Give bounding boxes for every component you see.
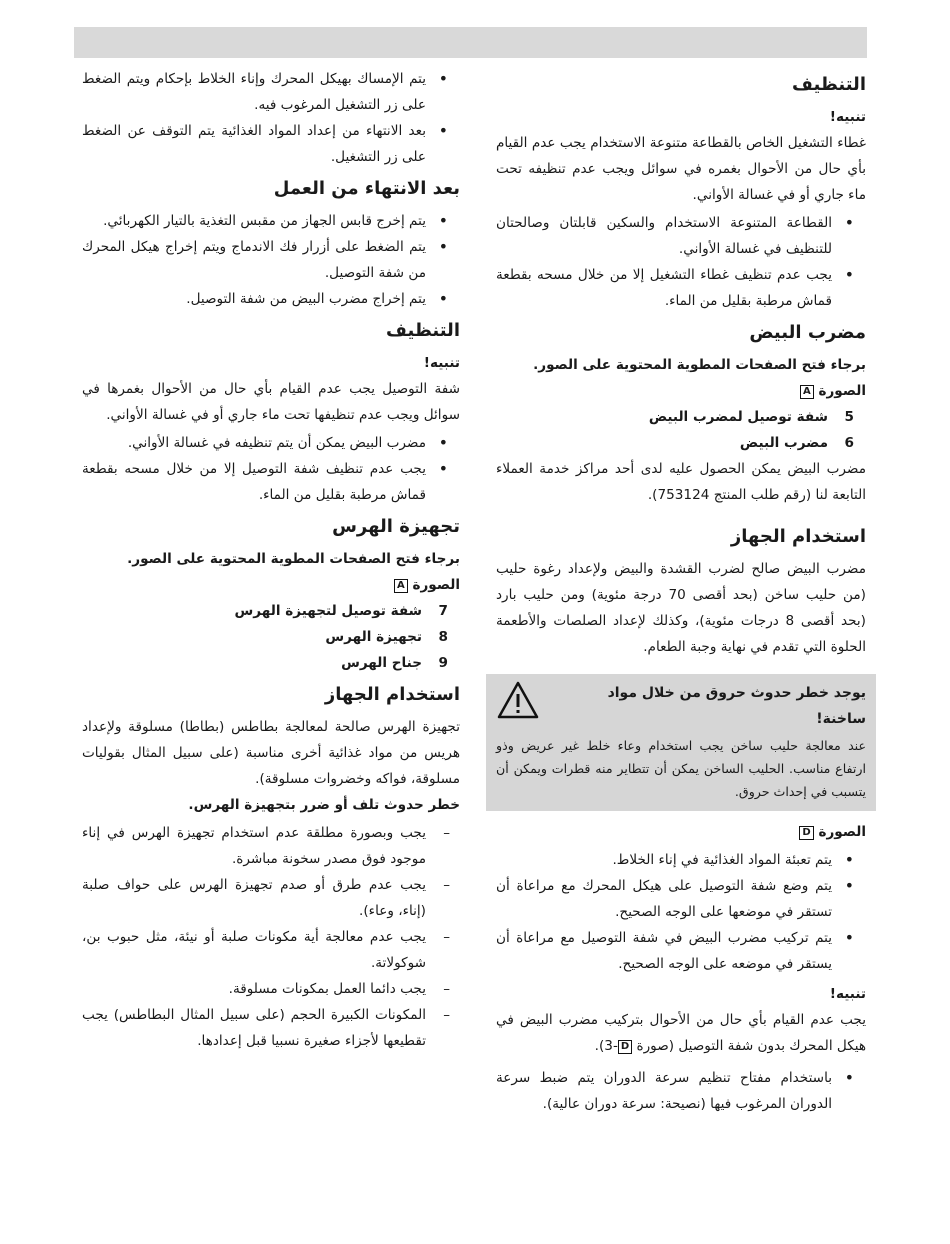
list-item: – يجب دائما العمل بمكونات مسلوقة. — [82, 976, 460, 1002]
list-item: – يجب عدم معالجة أية مكونات صلبة أو نيئة، مثل حبوب بن، شوكولاتة. — [82, 924, 460, 976]
note-text: يجب عدم القيام بأي حال من الأحوال بتركيب مضرب البيض في هيكل المحرك بدون شفة التوصيل (صورة D-3). — [496, 1012, 866, 1054]
list-item: • يتم تعبئة المواد الغذائية في إناء الخلاط. — [496, 847, 866, 873]
figure-letter: A — [800, 385, 814, 399]
fold-note: برجاء فتح الصفحات المطوية المحتوية على الصور. — [533, 357, 866, 373]
list-item: – المكونات الكبيرة الحجم (على سبيل المثال البطاطس) يجب تقطيعها لأجزاء صغيرة نسبيا قبل إعدادها. — [82, 1002, 460, 1054]
figure-letter: D — [799, 826, 813, 840]
use-heading: استخدام الجهاز — [730, 526, 866, 547]
list-item: • القطاعة المتنوعة الاستخدام والسكين قابلتان وصالحتان للتنظيف في غسالة الأواني. — [496, 210, 866, 262]
d-list — [496, 847, 866, 977]
list-item: • يتم إخراج مضرب البيض من شفة التوصيل. — [82, 286, 460, 312]
cleaning-heading: التنظيف — [792, 74, 866, 95]
figure-letter: D — [618, 1040, 632, 1054]
left-column — [82, 66, 460, 1058]
use-heading: استخدام الجهاز — [324, 684, 460, 705]
list-item: • يتم وضع شفة التوصيل على هيكل المحرك مع مراعاة أن تستقر في موضعها على الوجه الصحيح. — [496, 873, 866, 925]
list-item: • يتم الضغط على أزرار فك الاندماج ويتم إخراج هيكل المحرك من شفة التوصيل. — [82, 234, 460, 286]
whisk-heading: مضرب البيض — [749, 322, 866, 343]
top-list — [82, 66, 460, 170]
note-text: غطاء التشغيل الخاص بالقطاعة متنوعة الاستخدام يجب عدم القيام بأي حال من الأحوال بغمره في سوائل ويجب عدم تنظيفه تحت ماء جاري أو في غسالة الأواني. — [496, 135, 866, 203]
note-label: تنبيه! — [829, 986, 866, 1002]
list-item: • باستخدام مفتاح تنظيم سرعة الدوران يتم ضبط سرعة الدوران المرغوب فيها (نصيحة: سرعة دوران عالية). — [496, 1065, 866, 1117]
warning-box — [486, 674, 876, 811]
use-text: مضرب البيض صالح لضرب القشدة والبيض ولإعداد رغوة حليب (من حليب ساخن (بحد أقصى 70 درجة مئوية) ومن حليب بارد (بحد أقصى 8 درجات مئوية)، وكذلك لإعداد الصلصات والأطعمة الحلوة التي تقدم في نهاية وجبة الطعام. — [496, 561, 866, 655]
part-row: 5 شفة توصيل لمضرب البيض — [648, 409, 854, 425]
figure-ref: الصورة D — [496, 819, 866, 845]
header-bar — [74, 27, 867, 58]
part-row: 6 مضرب البيض — [739, 435, 854, 451]
use-text: تجهيزة الهرس صالحة لمعالجة بطاطس (بطاطا) مسلوقة ولإعداد هريس من مواد غذائية أخرى مناسبة (على سبيل المثال بقوليات مسلوقة، فواكه وخضروات مسلوقة). — [82, 719, 460, 787]
list-item: • يجب عدم تنظيف غطاء التشغيل إلا من خلال مسحه بقطعة قماش مرطبة بقليل من الماء. — [496, 262, 866, 314]
list-item: – يجب عدم طرق أو صدم تجهيزة الهرس على حواف صلبة (إناء، وعاء). — [82, 872, 460, 924]
availability-text: مضرب البيض يمكن الحصول عليه لدى أحد مراكز خدمة العملاء التابعة لنا (رقم طلب المنتج 753124). — [496, 461, 866, 503]
after-use-heading: بعد الانتهاء من العمل — [273, 178, 460, 199]
part-row: 9 جناح الهرس — [341, 655, 448, 671]
part-row: 7 شفة توصيل لتجهيزة الهرس — [234, 603, 448, 619]
list-item: • مضرب البيض يمكن أن يتم تنظيفه في غسالة الأواني. — [82, 430, 460, 456]
list-item: • بعد الانتهاء من إعداد المواد الغذائية يتم التوقف عن الضغط على زر التشغيل. — [82, 118, 460, 170]
note-label: تنبيه! — [829, 109, 866, 125]
fold-note: برجاء فتح الصفحات المطوية المحتوية على الصور. — [127, 551, 460, 567]
right-column — [496, 66, 866, 1121]
cleaning-list — [496, 210, 866, 314]
figure-ref: الصورة A — [496, 378, 866, 404]
list-item: • يجب عدم تنظيف شفة التوصيل إلا من خلال مسحه بقطعة قماش مرطبة بقليل من الماء. — [82, 456, 460, 508]
warning-text: عند معالجة حليب ساخن يجب استخدام وعاء خلط غير عريض وذو ارتفاع مناسب. الحليب الساخن يمكن أن تتطاير منه قطرات ويمكن أن يتسبب في إحداث حروق. — [496, 738, 866, 799]
precaution-list — [82, 820, 460, 1054]
warning-title: يوجد خطر حدوث حروق من خلال مواد ساخنة! — [607, 685, 866, 727]
note-text: شفة التوصيل يجب عدم القيام بأي حال من الأحوال بغمرها في سوائل ويجب عدم تنظيفها تحت ماء جاري أو في غسالة الأواني. — [82, 381, 460, 423]
list-item: • يتم إخرج قابس الجهاز من مقبس التغذية بالتيار الكهربائي. — [82, 208, 460, 234]
danger-text: خطر حدوث تلف أو ضرر بتجهيزة الهرس. — [188, 797, 460, 813]
cleaning-heading: التنظيف — [386, 320, 460, 341]
list-item: • يتم تركيب مضرب البيض في شفة التوصيل مع مراعاة أن يستقر في موضعه على الوجه الصحيح. — [496, 925, 866, 977]
warning-triangle-icon — [496, 680, 540, 720]
masher-heading: تجهيزة الهرس — [332, 516, 460, 537]
part-row: 8 تجهيزة الهرس — [325, 629, 448, 645]
speed-list — [496, 1065, 866, 1117]
cleaning-list — [82, 430, 460, 508]
figure-letter: A — [394, 579, 408, 593]
after-list — [82, 208, 460, 312]
list-item: • يتم الإمساك بهيكل المحرك وإناء الخلاط بإحكام ويتم الضغط على زر التشغيل المرغوب فيه. — [82, 66, 460, 118]
figure-ref: الصورة A — [82, 572, 460, 598]
note-label: تنبيه! — [423, 355, 460, 371]
list-item: – يجب وبصورة مطلقة عدم استخدام تجهيزة الهرس في إناء موجود فوق مصدر سخونة مباشرة. — [82, 820, 460, 872]
